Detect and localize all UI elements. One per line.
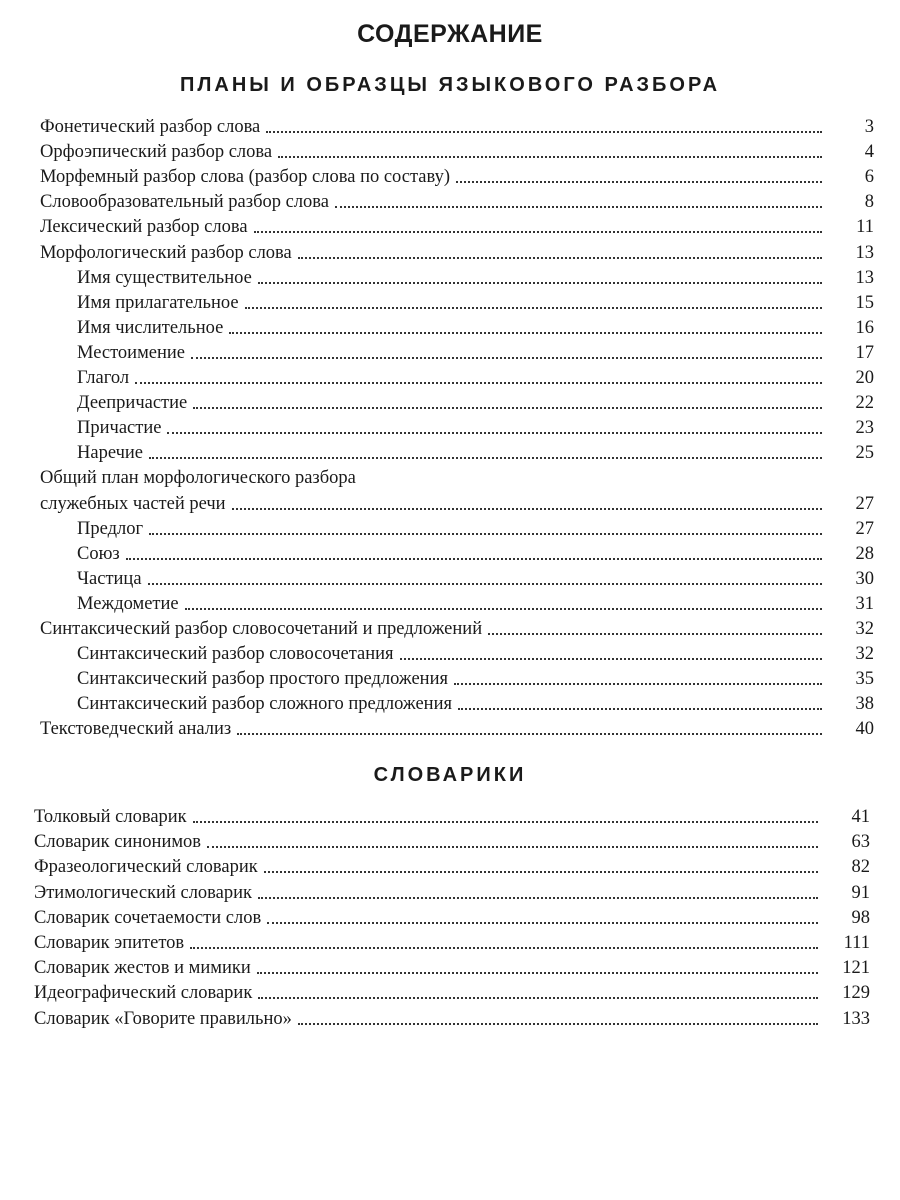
toc-entry-page-number: 41 bbox=[851, 807, 870, 827]
dot-leader bbox=[267, 922, 818, 924]
dot-leader bbox=[258, 997, 818, 999]
toc-entry bbox=[40, 464, 874, 489]
toc-entry bbox=[77, 665, 874, 690]
toc-entry bbox=[40, 113, 874, 138]
dot-leader bbox=[488, 633, 822, 635]
toc-entry-label: Синтаксический разбор сложного предложения bbox=[77, 694, 452, 715]
toc-entry bbox=[77, 540, 874, 565]
toc-entry-label: Имя существительное bbox=[77, 267, 252, 288]
toc-entry-label: Имя числительное bbox=[77, 317, 224, 338]
toc-entry-page-number: 6 bbox=[864, 167, 874, 188]
dot-leader bbox=[400, 658, 822, 660]
toc-entry-page-number: 133 bbox=[842, 1008, 870, 1029]
toc-entry-page-number: 82 bbox=[851, 857, 870, 878]
toc-entry bbox=[40, 715, 874, 740]
toc-entry bbox=[34, 904, 870, 929]
toc-entry-label: Синтаксический разбор простого предложения bbox=[77, 669, 448, 690]
toc-entry-label: Словарик «Говорите правильно» bbox=[34, 1008, 292, 1029]
dot-leader bbox=[185, 608, 822, 610]
toc-entry-page-number: 3 bbox=[864, 117, 874, 137]
toc-entry-page-number: 98 bbox=[851, 907, 870, 928]
dot-leader bbox=[458, 708, 822, 710]
section-heading-dictionaries: СЛОВАРИКИ bbox=[373, 764, 527, 786]
toc-entry bbox=[34, 979, 870, 1004]
toc-entry-label: Союз bbox=[77, 543, 120, 564]
toc-entry-label: Морфемный разбор слова (разбор слова по составу) bbox=[40, 167, 451, 188]
toc-entry bbox=[77, 414, 874, 439]
toc-entry bbox=[77, 264, 874, 289]
toc-entry bbox=[77, 389, 874, 414]
toc-entry-page-number: 32 bbox=[855, 619, 874, 639]
toc-entry-label: Частица bbox=[77, 568, 142, 589]
toc-entry bbox=[34, 853, 870, 878]
toc-entry bbox=[40, 163, 874, 188]
toc-entry-page-number: 27 bbox=[855, 493, 874, 514]
toc-entry-label: Деепричастие bbox=[77, 393, 188, 414]
toc-entry-page-number: 121 bbox=[842, 958, 870, 979]
toc-entry-page-number: 63 bbox=[851, 832, 870, 853]
dot-leader bbox=[149, 457, 822, 459]
dot-leader bbox=[232, 508, 822, 510]
dot-leader bbox=[149, 533, 822, 535]
toc-entry-label: Словарик жестов и мимики bbox=[34, 958, 251, 979]
toc-entry-label: Междометие bbox=[77, 593, 179, 614]
toc-entry bbox=[77, 590, 874, 615]
toc-entry-page-number: 35 bbox=[855, 669, 874, 690]
dot-leader bbox=[191, 357, 822, 359]
toc-entry-page-number: 91 bbox=[851, 882, 870, 903]
dot-leader bbox=[135, 382, 822, 384]
dot-leader bbox=[193, 407, 822, 409]
toc-entry-label: Этимологический словарик bbox=[34, 882, 253, 903]
dot-leader bbox=[278, 156, 822, 158]
toc-entry bbox=[77, 439, 874, 464]
dot-leader bbox=[454, 683, 822, 685]
toc-entry bbox=[40, 188, 874, 213]
page-title: СОДЕРЖАНИЕ bbox=[357, 20, 543, 48]
toc-entry-page-number: 27 bbox=[855, 518, 874, 539]
toc-entry-page-number: 4 bbox=[864, 142, 874, 163]
toc-entry-page-number: 40 bbox=[855, 719, 874, 740]
dot-leader bbox=[126, 558, 822, 560]
dot-leader bbox=[193, 821, 818, 823]
toc-entry-label: Словообразовательный разбор слова bbox=[40, 192, 329, 213]
toc-entry-label: Общий план морфологического разбора bbox=[40, 468, 356, 489]
toc-entry-page-number: 25 bbox=[855, 443, 874, 464]
dot-leader bbox=[167, 432, 822, 434]
dot-leader bbox=[456, 181, 822, 183]
toc-entry-label: Глагол bbox=[77, 368, 130, 388]
toc-entry-page-number: 22 bbox=[855, 393, 874, 414]
toc-entry-page-number: 32 bbox=[855, 644, 874, 665]
toc-entry-page-number: 23 bbox=[855, 418, 874, 439]
toc-entry bbox=[40, 138, 874, 163]
toc-entry-page-number: 129 bbox=[842, 983, 870, 1004]
toc-entry-label: Наречие bbox=[77, 443, 143, 464]
toc-entry bbox=[77, 515, 874, 540]
toc-entry-label: Синтаксический разбор словосочетаний и предложений bbox=[40, 619, 483, 639]
toc-entry bbox=[77, 314, 874, 339]
toc-entry bbox=[77, 339, 874, 364]
toc-entry bbox=[34, 1005, 870, 1030]
dot-leader bbox=[190, 947, 818, 949]
toc-entry-page-number: 111 bbox=[843, 933, 870, 953]
section-heading-parsing: ПЛАНЫ И ОБРАЗЦЫ ЯЗЫКОВОГО РАЗБОРА bbox=[179, 74, 721, 96]
toc-entry bbox=[34, 803, 870, 828]
toc-entry bbox=[34, 879, 870, 904]
toc-entry-label: Местоимение bbox=[77, 342, 186, 363]
toc-entry bbox=[34, 954, 870, 979]
dot-leader bbox=[254, 231, 822, 233]
toc-entry-page-number: 16 bbox=[855, 317, 874, 338]
toc-entry-label: Синтаксический разбор словосочетания bbox=[77, 644, 394, 665]
toc-entry-page-number: 28 bbox=[855, 543, 874, 564]
toc-entry bbox=[34, 828, 870, 853]
dot-leader bbox=[207, 846, 818, 848]
dot-leader bbox=[335, 206, 822, 208]
dot-leader bbox=[237, 733, 822, 735]
toc-entry-label: служебных частей речи bbox=[40, 493, 226, 514]
dot-leader bbox=[148, 583, 822, 585]
toc-entry bbox=[40, 490, 874, 515]
toc-entry bbox=[40, 213, 874, 238]
dot-leader bbox=[264, 871, 818, 873]
dot-leader bbox=[229, 332, 822, 334]
toc-entry-label: Словарик сочетаемости слов bbox=[34, 907, 262, 928]
toc-entry-label: Имя прилагательное bbox=[77, 292, 239, 313]
toc-entry bbox=[77, 640, 874, 665]
toc-entry bbox=[34, 929, 870, 954]
toc-entry-label: Фразеологический словарик bbox=[34, 857, 258, 878]
toc-entry-page-number: 17 bbox=[855, 342, 874, 363]
toc-entry bbox=[77, 565, 874, 590]
toc-entry-label: Текстоведческий анализ bbox=[40, 719, 232, 740]
toc-entry-label: Морфологический разбор слова bbox=[40, 242, 292, 263]
toc-entry bbox=[77, 364, 874, 389]
toc-entry-label: Лексический разбор слова bbox=[40, 217, 248, 238]
toc-entry-page-number: 8 bbox=[864, 192, 874, 213]
toc-entry-page-number: 31 bbox=[855, 593, 874, 614]
toc-entry bbox=[40, 239, 874, 264]
toc-entry-page-number: 30 bbox=[855, 568, 874, 589]
toc-entry-page-number: 15 bbox=[855, 292, 874, 313]
toc-entry-label: Словарик эпитетов bbox=[34, 933, 185, 953]
toc-entry-label: Словарик синонимов bbox=[34, 832, 202, 853]
toc-entry-page-number: 20 bbox=[855, 368, 874, 388]
toc-entry-label: Причастие bbox=[77, 418, 162, 439]
dot-leader bbox=[298, 1023, 818, 1025]
dot-leader bbox=[257, 972, 818, 974]
dot-leader bbox=[258, 897, 818, 899]
dot-leader bbox=[298, 257, 822, 259]
toc-entry-page-number: 11 bbox=[856, 217, 874, 238]
dot-leader bbox=[245, 307, 822, 309]
toc-entry-label: Идеографический словарик bbox=[34, 983, 253, 1004]
dot-leader bbox=[258, 282, 822, 284]
toc-entry-label: Орфоэпический разбор слова bbox=[40, 142, 273, 163]
toc-entry-label: Фонетический разбор слова bbox=[40, 117, 261, 137]
toc-entry-page-number: 38 bbox=[855, 694, 874, 715]
toc-entry-page-number: 13 bbox=[855, 267, 874, 288]
dot-leader bbox=[266, 131, 822, 133]
toc-entry-label: Толковый словарик bbox=[34, 807, 187, 827]
toc-entry bbox=[77, 690, 874, 715]
toc-entry bbox=[77, 289, 874, 314]
toc-entry-page-number: 13 bbox=[855, 242, 874, 263]
toc-entry bbox=[40, 615, 874, 640]
toc-entry-label: Предлог bbox=[77, 518, 144, 539]
